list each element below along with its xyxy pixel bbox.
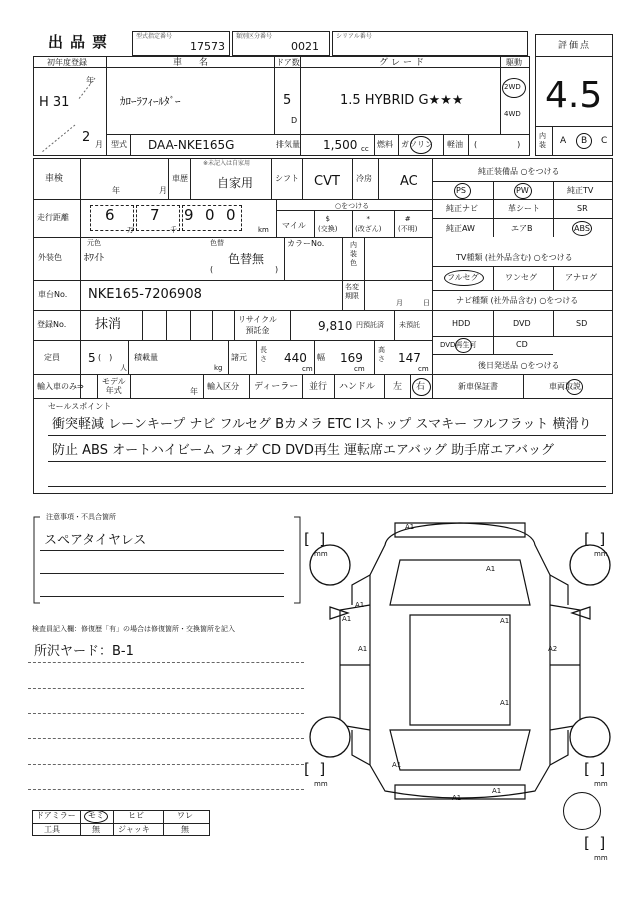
fuel-light-oil[interactable]: 軽油 bbox=[447, 140, 463, 149]
form-no: 17573 bbox=[190, 40, 225, 53]
width: 169 bbox=[340, 351, 363, 365]
mirror-hibi[interactable]: ヒビ bbox=[128, 811, 144, 820]
opt-airbag[interactable]: エアB bbox=[511, 224, 533, 233]
doors: 5 bbox=[283, 93, 292, 108]
tire-fr-mm: mm bbox=[594, 550, 608, 558]
capacity-label: 定員 bbox=[44, 353, 60, 362]
interior-c[interactable]: C bbox=[601, 136, 608, 146]
opt-sr[interactable]: SR bbox=[577, 204, 588, 213]
model: DAA-NKE165G bbox=[148, 138, 235, 152]
ac: AC bbox=[400, 174, 418, 189]
model-year-unit: 年 bbox=[190, 387, 198, 396]
disp-label: 排気量 bbox=[276, 140, 300, 149]
doors-label: ドア数 bbox=[276, 58, 300, 67]
recycle-not: 未預託 bbox=[399, 321, 420, 329]
fuel-other: ( ) bbox=[474, 140, 521, 149]
grade-label: グレード bbox=[379, 58, 428, 68]
mirror-momi[interactable]: モミ bbox=[88, 811, 104, 820]
ac-label: 冷房 bbox=[356, 174, 372, 183]
reg-month: 2 bbox=[82, 130, 91, 145]
mileage-label: 走行距離 bbox=[37, 213, 69, 222]
height-label: 高 さ bbox=[378, 346, 385, 363]
inspect-month-unit: 月 bbox=[159, 186, 167, 195]
tv-analog[interactable]: アナログ bbox=[565, 273, 597, 282]
warranty[interactable]: 新車保証書 bbox=[458, 382, 498, 391]
color-label: 外装色 bbox=[38, 253, 62, 262]
damage-mark: A1 bbox=[500, 699, 510, 707]
form-title: 出品票 bbox=[48, 33, 115, 51]
mileage-sen: 千 bbox=[170, 226, 177, 234]
inspect-label: 車検 bbox=[45, 174, 64, 184]
class-no-label: 類別区分番号 bbox=[236, 33, 273, 40]
recycle-label: リサイクル 預託金 bbox=[238, 315, 277, 335]
mirror-ware[interactable]: ワレ bbox=[177, 811, 193, 820]
notes-bracket bbox=[32, 515, 302, 607]
mile-opt-exchange[interactable]: $ (交換) bbox=[318, 215, 338, 233]
tools-value: 無 bbox=[92, 825, 100, 834]
opt-ps[interactable]: PS bbox=[456, 186, 466, 195]
inspect-year-unit: 年 bbox=[112, 186, 120, 195]
orig-color-label: 元色 bbox=[87, 239, 101, 247]
capacity: 5 bbox=[88, 351, 96, 365]
color-no-label: カラーNo. bbox=[287, 239, 325, 248]
spare-tire-mm: mm bbox=[594, 854, 608, 862]
name-change-label: 名変 期限 bbox=[345, 283, 359, 300]
capacity-unit: 人 bbox=[120, 364, 127, 372]
interior-label: 内装 bbox=[539, 132, 546, 149]
tv-fullseg[interactable]: フルセグ bbox=[447, 273, 479, 282]
load-kg: kg bbox=[214, 364, 223, 372]
mile-opt-mile[interactable]: マイル bbox=[282, 221, 306, 230]
repaint: 色替無 bbox=[228, 252, 265, 266]
damage-mark: A1 bbox=[392, 761, 402, 769]
int-color-label: 内 装 色 bbox=[350, 241, 357, 267]
height-cm: cm bbox=[418, 365, 429, 373]
car-diagram bbox=[300, 515, 620, 815]
mileage-digit-3: 9 bbox=[184, 206, 194, 224]
jack-label: ジャッキ bbox=[118, 825, 150, 834]
notes-label: 注意事項・不具合箇所 bbox=[46, 513, 116, 521]
inspector-label: 検査員記入欄：修復歴「有」の場合は修復箇所・交換箇所を記入 bbox=[32, 625, 235, 633]
navi-sd[interactable]: SD bbox=[576, 319, 588, 328]
tools-label: 工具 bbox=[44, 825, 60, 834]
damage-mark: A1 bbox=[358, 645, 368, 653]
jack-value: 無 bbox=[181, 825, 189, 834]
import-type-label: 輸入区分 bbox=[207, 382, 239, 391]
serial-label: シリアル番号 bbox=[336, 33, 372, 40]
eval-label: 評価点 bbox=[558, 41, 592, 51]
disp-unit: cc bbox=[361, 145, 369, 153]
damage-mark: A1 bbox=[405, 523, 415, 531]
chassis: NKE165-7206908 bbox=[88, 287, 202, 302]
door-type: D bbox=[291, 116, 298, 125]
car-name-label: 車 名 bbox=[173, 58, 213, 68]
length: 440 bbox=[284, 351, 307, 365]
handle-label: ハンドル bbox=[339, 382, 376, 392]
reg-era: H 31 bbox=[39, 95, 70, 110]
mile-circle-note: ○をつける bbox=[335, 202, 370, 210]
tire-fl-mm: mm bbox=[314, 550, 328, 558]
shift-label: シフト bbox=[275, 174, 299, 183]
damage-mark: A1 bbox=[355, 601, 365, 609]
damage-mark: A1 bbox=[492, 787, 502, 795]
date-slash-lines bbox=[40, 70, 102, 154]
damage-mark: A1 bbox=[500, 617, 510, 625]
opt-aw[interactable]: 純正AW bbox=[446, 224, 475, 233]
import-label: 輸入車のみ⇒ bbox=[37, 382, 84, 391]
navi-title: ナビ種類 (社外品含む) ○をつける bbox=[456, 296, 579, 305]
navi-cd[interactable]: CD bbox=[516, 340, 528, 349]
tire-rl-mm: mm bbox=[314, 780, 328, 788]
sales-label: セールスポイント bbox=[48, 402, 112, 411]
eval-score: 4.5 bbox=[545, 75, 603, 116]
sales-line-1: 衝突軽減 レーンキープ ナビ フルセグ Bカメラ ETC Iストップ スマキー フルフラット 横滑り bbox=[52, 417, 592, 432]
class-no: 0021 bbox=[291, 40, 319, 53]
drive-2wd[interactable]: 2WD bbox=[504, 83, 521, 91]
options-title: 純正装備品 ○をつける bbox=[478, 167, 560, 176]
opt-navi[interactable]: 純正ナビ bbox=[446, 204, 478, 213]
capacity-paren: ( ) bbox=[98, 353, 113, 362]
later-shipment-title: 後日発送品 ○をつける bbox=[478, 361, 560, 370]
repaint-paren-close: ) bbox=[275, 265, 279, 274]
recycle-unit: 円預託済 bbox=[356, 321, 384, 329]
damage-mark: A1 bbox=[486, 565, 496, 573]
repaint-paren-open: ( bbox=[210, 265, 214, 274]
opt-abs[interactable]: ABS bbox=[574, 224, 590, 233]
tv-oneseg[interactable]: ワンセグ bbox=[505, 273, 537, 282]
drive-label: 駆動 bbox=[506, 58, 522, 67]
form-no-label: 型式指定番号 bbox=[136, 33, 173, 40]
history: 自家用 bbox=[217, 176, 254, 190]
inspector-note: 所沢ヤード：B-1 bbox=[34, 644, 134, 659]
interior-a[interactable]: A bbox=[560, 136, 567, 146]
mileage-digit-5: 0 bbox=[226, 206, 236, 224]
mile-opt-unknown[interactable]: # (不明) bbox=[398, 215, 418, 233]
damage-mark: A2 bbox=[548, 645, 558, 653]
chassis-label: 車台No. bbox=[38, 290, 68, 299]
opt-pw[interactable]: PW bbox=[516, 186, 529, 195]
month-unit: 月 bbox=[95, 140, 103, 149]
width-cm: cm bbox=[354, 365, 365, 373]
length-label: 長 さ bbox=[260, 346, 267, 363]
height: 147 bbox=[398, 351, 421, 365]
displacement: 1,500 bbox=[323, 138, 358, 152]
notes-text: スペアタイヤレス bbox=[44, 533, 147, 548]
reg-no: 抹消 bbox=[95, 317, 122, 332]
history-note: ※未記入は自家用 bbox=[203, 160, 251, 167]
sales-line-2: 防止 ABS オートハイビーム フォグ CD DVD再生 運転席エアバッグ 助手席エアバッグ bbox=[52, 443, 555, 458]
model-label: 型式 bbox=[111, 140, 127, 149]
load-label: 積載量 bbox=[134, 353, 158, 362]
repaint-label: 色替 bbox=[210, 239, 224, 247]
handle-right[interactable]: 右 bbox=[416, 382, 426, 392]
fuel-gasoline[interactable]: ガソリン bbox=[401, 140, 433, 149]
year-unit: 年 bbox=[86, 76, 94, 85]
width-label: 幅 bbox=[317, 353, 325, 362]
damage-mark: A1 bbox=[342, 615, 352, 623]
damage-mark: A1 bbox=[452, 794, 462, 802]
drive-4wd[interactable]: 4WD bbox=[504, 110, 521, 118]
tire-rr-mm: mm bbox=[594, 780, 608, 788]
navi-dvd[interactable]: DVD bbox=[513, 319, 531, 328]
history-label: 車歴 bbox=[172, 174, 188, 183]
mileage-digit-1: 6 bbox=[105, 206, 115, 224]
name-change-day: 日 bbox=[423, 299, 430, 307]
mile-opt-tamper[interactable]: * (改ざん) bbox=[355, 215, 382, 233]
navi-dvd-playback[interactable]: DVD再生可 bbox=[440, 341, 477, 349]
model-year-label: モデル 年式 bbox=[102, 377, 126, 395]
mileage-digit-4: 0 bbox=[205, 206, 215, 224]
spare-tire-circle bbox=[563, 792, 601, 830]
mirror-label: ドアミラー bbox=[36, 811, 76, 820]
dealer[interactable]: ディーラー bbox=[254, 382, 299, 392]
manual[interactable]: 車両取説 bbox=[549, 382, 581, 391]
orig-color: ﾎﾜｲﾄ bbox=[84, 253, 104, 264]
fuel-label: 燃料 bbox=[377, 140, 393, 149]
parallel[interactable]: 並行 bbox=[309, 382, 328, 392]
opt-leather[interactable]: 革シート bbox=[508, 204, 540, 213]
tv-title: TV種類 (社外品含む) ○をつける bbox=[456, 253, 573, 262]
interior-b[interactable]: B bbox=[581, 136, 588, 146]
car-name: ｶﾛｰﾗﾌｨｰﾙﾀﾞｰ bbox=[120, 95, 181, 108]
opt-tv[interactable]: 純正TV bbox=[567, 186, 594, 195]
handle-left[interactable]: 左 bbox=[393, 382, 403, 392]
mileage-km: km bbox=[258, 226, 269, 234]
grade: 1.5 HYBRID G★★★ bbox=[340, 93, 464, 108]
first-reg-label: 初年度登録 bbox=[47, 58, 87, 67]
navi-hdd[interactable]: HDD bbox=[452, 319, 471, 328]
name-change-month: 月 bbox=[396, 299, 403, 307]
mileage-man: 万 bbox=[127, 226, 134, 234]
dims-label: 諸元 bbox=[231, 353, 247, 362]
recycle-amount: 9,810 bbox=[318, 319, 353, 333]
length-cm: cm bbox=[302, 365, 313, 373]
reg-no-label: 登録No. bbox=[37, 320, 67, 329]
shift: CVT bbox=[314, 174, 340, 189]
mileage-digit-2: 7 bbox=[150, 206, 160, 224]
